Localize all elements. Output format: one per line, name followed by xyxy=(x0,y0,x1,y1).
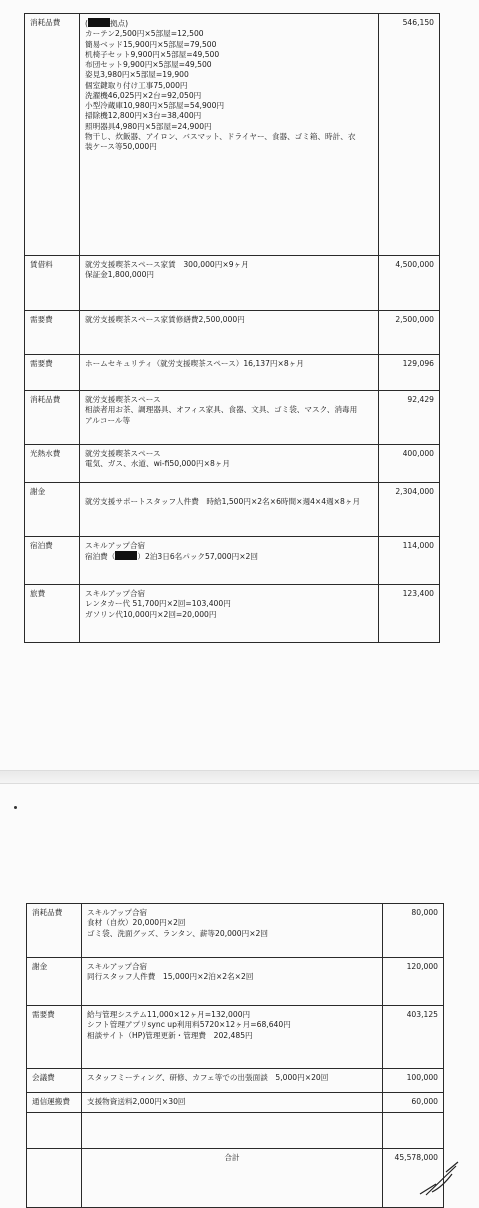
description-cell xyxy=(82,1113,383,1149)
table-row xyxy=(25,483,440,537)
description-line: 装ケース等50,000円 xyxy=(85,142,157,151)
description-cell xyxy=(80,537,379,585)
description-line: シフト管理アプリsync up利用料5720×12ヶ月=68,640円 xyxy=(87,1020,291,1030)
description-cell xyxy=(80,256,379,311)
total-label: 合計 xyxy=(82,1149,383,1208)
amount-cell: 80,000 xyxy=(383,904,444,958)
description-line: 宿泊費（ ）2泊3日6名パック57,000円×2回 xyxy=(85,552,258,562)
signature-mark xyxy=(416,1158,460,1198)
description-line: 個室鍵取り付け工事75,000円 xyxy=(85,80,188,90)
description-cell xyxy=(82,904,383,958)
amount-cell: 60,000 xyxy=(383,1093,444,1113)
description-line: スキルアップ合宿 xyxy=(85,589,146,598)
category-cell: 会議費 xyxy=(27,1069,82,1093)
amount-cell: 400,000 xyxy=(379,445,440,483)
description-line: ホームセキュリティ（就労支援喫茶スペース）16,137円×8ヶ月 xyxy=(85,359,304,368)
category-cell: 通信運搬費 xyxy=(27,1093,82,1113)
budget-table-page-2 xyxy=(26,903,444,1208)
description-line: 布団セット9,900円×5部屋=49,500 xyxy=(85,60,212,69)
amount-cell: 120,000 xyxy=(383,958,444,1006)
table-row xyxy=(25,445,440,483)
category-cell: 消耗品費 xyxy=(25,391,80,445)
description-line: 支援物資送料2,000円×30回 xyxy=(87,1097,186,1106)
description-line: スタッフミーティング、研修、カフェ等での出張面談 5,000円×20回 xyxy=(87,1073,329,1082)
description-line: ガソリン代10,000円×2回=20,000円 xyxy=(85,609,217,619)
description-cell xyxy=(80,355,379,391)
table-row xyxy=(27,904,444,958)
category-cell xyxy=(27,1113,82,1149)
description-line: 相談者用お茶、調理器具、オフィス家具、食器、文具、ゴミ袋、マスク、消毒用 xyxy=(85,405,358,415)
amount-cell: 2,500,000 xyxy=(379,311,440,355)
description-line: 物干し、炊飯器、アイロン、バスマット、ドライヤー、食器、ゴミ箱、時計、衣 xyxy=(85,131,356,141)
description-line: アルコール等 xyxy=(85,415,131,425)
description-line: 照明器具4,980円×5部屋=24,900円 xyxy=(85,121,212,131)
redaction-block xyxy=(115,551,137,560)
description-line: 掃除機12,800円×3台=38,400円 xyxy=(85,111,202,121)
category-cell: 謝金 xyxy=(27,958,82,1006)
total-amount: 45,578,000 xyxy=(383,1149,444,1208)
table-row xyxy=(27,1069,444,1093)
table-body xyxy=(25,14,440,643)
description-line: 電気、ガス、水道、wi-fi50,000円×8ヶ月 xyxy=(85,459,230,469)
description-line: 就労支援喫茶スペース家賃 300,000円×9ヶ月 xyxy=(85,260,249,269)
category-cell: 光熱水費 xyxy=(25,445,80,483)
description-line: 保証金1,800,000円 xyxy=(85,270,155,280)
category-cell: 消耗品費 xyxy=(27,904,82,958)
description-line: 簡易ベッド15,900円×5部屋=79,500 xyxy=(85,39,217,49)
table-body xyxy=(27,904,444,1149)
category-cell: 謝金 xyxy=(25,483,80,537)
description-line: レンタカー代 51,700円×2回=103,400円 xyxy=(85,599,231,609)
amount-cell: 129,096 xyxy=(379,355,440,391)
description-line: 机椅子セット9,900円×5部屋=49,500 xyxy=(85,49,220,59)
scan-speck xyxy=(14,806,17,809)
category-cell: 需要費 xyxy=(25,311,80,355)
category-cell: 需要費 xyxy=(25,355,80,391)
table-row xyxy=(25,585,440,643)
description-cell xyxy=(82,1093,383,1113)
description-line: 就労支援喫茶スペース家賃修繕費2,500,000円 xyxy=(85,315,245,324)
description-cell xyxy=(80,445,379,483)
amount-cell: 123,400 xyxy=(379,585,440,643)
description-line: カーテン2,500円×5部屋=12,500 xyxy=(85,29,204,39)
description-cell xyxy=(80,14,379,256)
description-cell xyxy=(82,1006,383,1069)
description-line: 給与管理システム11,000×12ヶ月=132,000円 xyxy=(87,1010,251,1019)
description-line: 洗濯機46,025円×2台=92,050円 xyxy=(85,90,202,100)
amount-cell: 403,125 xyxy=(383,1006,444,1069)
table-row xyxy=(25,391,440,445)
table-row xyxy=(27,1113,444,1149)
description-line: 相談サイト（HP)管理更新・管理費 202,485円 xyxy=(87,1030,253,1040)
table-row xyxy=(25,355,440,391)
redaction-block xyxy=(88,18,110,27)
table-row xyxy=(25,311,440,355)
total-row xyxy=(27,1149,444,1208)
amount-cell xyxy=(383,1113,444,1149)
table-row xyxy=(27,1093,444,1113)
table-row xyxy=(27,958,444,1006)
amount-cell: 114,000 xyxy=(379,537,440,585)
description-cell xyxy=(80,391,379,445)
description-line: 姿見3,980円×5部屋=19,900 xyxy=(85,70,189,80)
description-cell xyxy=(80,483,379,537)
description-cell xyxy=(80,311,379,355)
budget-table-page-1 xyxy=(24,13,440,643)
category-cell: 消耗品費 xyxy=(25,14,80,256)
description-line: スキルアップ合宿 xyxy=(85,541,146,550)
description-line: スキルアップ合宿 xyxy=(87,908,148,917)
table-row xyxy=(27,1006,444,1069)
description-line xyxy=(85,487,373,497)
amount-cell: 546,150 xyxy=(379,14,440,256)
amount-cell: 100,000 xyxy=(383,1069,444,1093)
description-cell xyxy=(82,958,383,1006)
description-line: 就労支援喫茶スペース xyxy=(85,395,161,404)
description-line: スキルアップ合宿 xyxy=(87,962,148,971)
description-line: 就労支援喫茶スペース xyxy=(85,449,161,458)
table-row xyxy=(25,256,440,311)
description-line: 就労支援サポートスタッフ人件費 時給1,500円×2名×6時間×週4×4週×8ヶ月 xyxy=(85,497,361,507)
category-cell: 宿泊費 xyxy=(25,537,80,585)
amount-cell: 92,429 xyxy=(379,391,440,445)
description-line: 同行スタッフ人件費 15,000円×2泊×2名×2回 xyxy=(87,972,254,982)
amount-cell: 4,500,000 xyxy=(379,256,440,311)
description-line: ( 拠点) xyxy=(85,19,129,28)
table-row xyxy=(25,14,440,256)
category-cell: 旅費 xyxy=(25,585,80,643)
description-line: 食材（自炊）20,000円×2回 xyxy=(87,918,186,928)
total-blank-cell xyxy=(27,1149,82,1208)
amount-cell: 2,304,000 xyxy=(379,483,440,537)
category-cell: 需要費 xyxy=(27,1006,82,1069)
description-cell xyxy=(80,585,379,643)
category-cell: 賃借料 xyxy=(25,256,80,311)
table-row xyxy=(25,537,440,585)
description-line: ゴミ袋、洗面グッズ、ランタン、薪等20,000円×2回 xyxy=(87,928,268,938)
description-line: 小型冷蔵庫10,980円×5部屋=54,900円 xyxy=(85,101,225,110)
page-separator xyxy=(0,770,479,784)
description-cell xyxy=(82,1069,383,1093)
